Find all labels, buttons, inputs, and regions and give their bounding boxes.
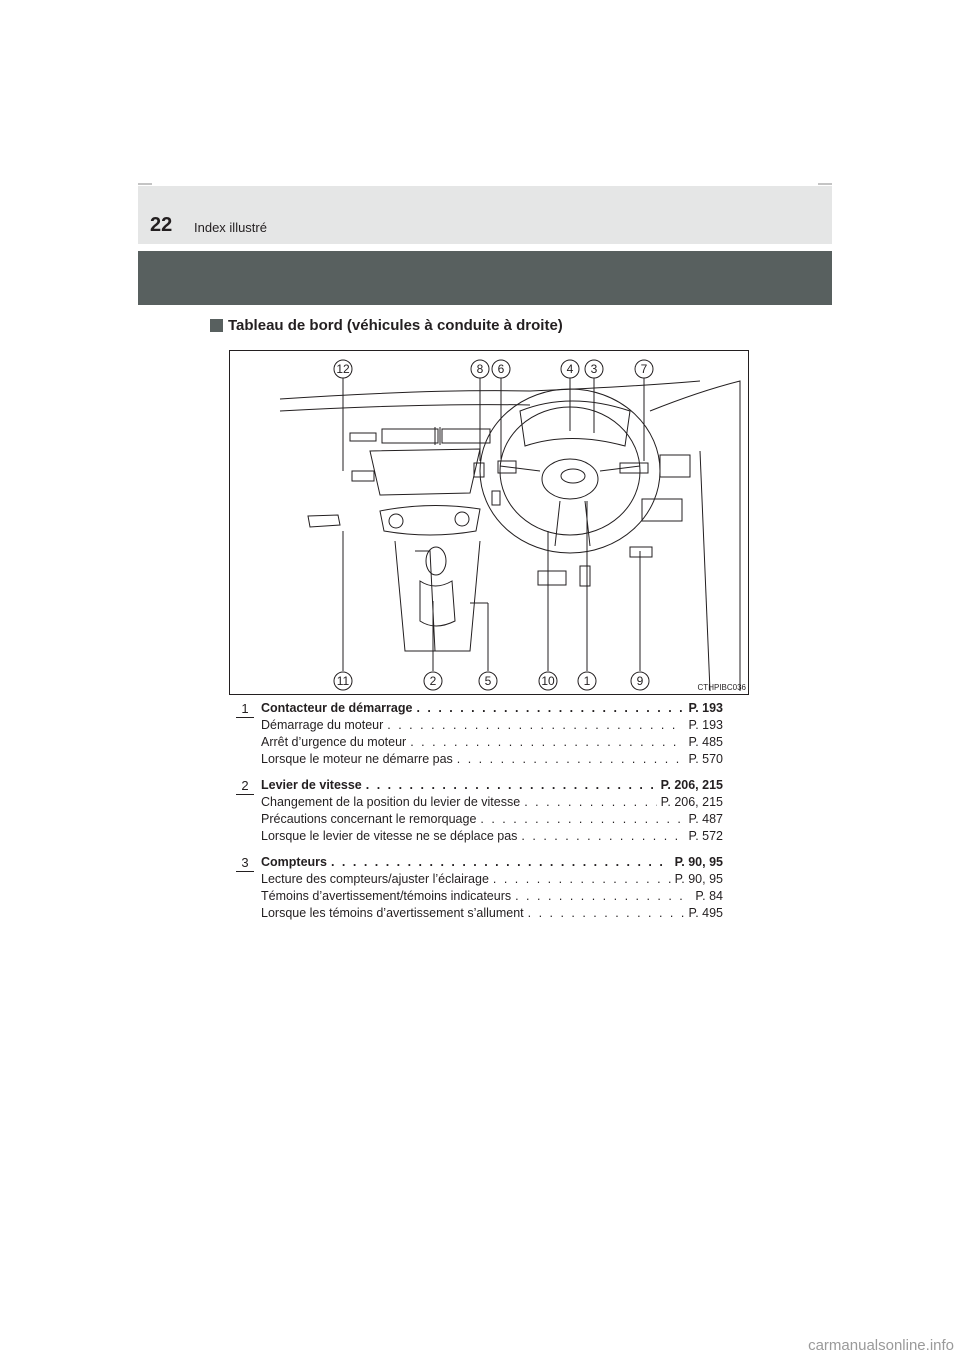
entry-item-label: Démarrage du moteur: [261, 718, 384, 732]
page-ref: P. 487: [688, 812, 723, 826]
callout-bottom-label: 9: [636, 674, 644, 688]
leader-dots: [521, 828, 684, 845]
entry-item-label: Lecture des compteurs/ajuster l’éclairage: [261, 872, 489, 886]
entry-title-row[interactable]: [261, 777, 723, 794]
leader-dots: [457, 751, 685, 768]
entry-item-row[interactable]: [261, 751, 723, 768]
entry-number: 1: [238, 701, 252, 716]
entry-item-row[interactable]: [261, 794, 723, 811]
callout-bottom-label: 10: [541, 674, 555, 688]
entry-item-label: Arrêt d’urgence du moteur: [261, 735, 407, 749]
entry-title: Compteurs: [261, 855, 327, 869]
leader-dots: [387, 717, 684, 734]
page-ref: P. 495: [688, 906, 723, 920]
leader-dots: [331, 854, 671, 871]
entry-number: 3: [238, 855, 252, 870]
index-entries: [238, 700, 728, 931]
callout-bottom-label: 11: [336, 674, 350, 688]
index-entry: [238, 777, 728, 845]
leader-dots: [480, 811, 684, 828]
page-ref: P. 206, 215: [660, 795, 723, 809]
page-ref: P. 193: [688, 718, 723, 732]
entry-item-row[interactable]: [261, 811, 723, 828]
leader-dots: [515, 888, 691, 905]
entry-item-row[interactable]: [261, 888, 723, 905]
leader-dots: [524, 794, 656, 811]
entry-item-row[interactable]: [261, 717, 723, 734]
leader-dots: [366, 777, 657, 794]
subsection-title: Tableau de bord (véhicules à conduite à droite): [228, 317, 563, 334]
callout-bottom-label: 2: [429, 674, 437, 688]
leader-dots: [410, 734, 684, 751]
callout-top-label: 4: [566, 362, 574, 376]
leader-dots: [528, 905, 685, 922]
dashboard-figure: [229, 350, 749, 695]
heading-square-icon: [210, 319, 223, 332]
header-band: [138, 251, 832, 305]
entry-number: 2: [238, 778, 252, 793]
leader-dots: [493, 871, 671, 888]
index-entry: [238, 854, 728, 922]
page-ref: P. 84: [695, 889, 723, 903]
entry-title-row[interactable]: [261, 700, 723, 717]
entry-item-label: Lorsque le moteur ne démarre pas: [261, 752, 453, 766]
callouts-top: [334, 360, 653, 378]
entry-item-row[interactable]: [261, 828, 723, 845]
callout-top-label: 6: [497, 362, 505, 376]
page-ref: P. 90, 95: [674, 855, 723, 869]
section-name: Index illustré: [194, 220, 267, 235]
watermark: carmanualsonline.info: [808, 1337, 954, 1354]
callout-bottom-label: 1: [583, 674, 591, 688]
callout-top-label: 12: [336, 362, 350, 376]
entry-item-row[interactable]: [261, 734, 723, 751]
subsection-heading: [210, 317, 563, 334]
callout-top-label: 3: [590, 362, 598, 376]
page-header: [138, 186, 832, 244]
figure-code: CTHPIBC036: [697, 683, 746, 692]
page-ref: P. 193: [688, 701, 723, 715]
entry-item-row[interactable]: [261, 871, 723, 888]
page-ref: P. 90, 95: [674, 872, 723, 886]
callouts-bottom: [334, 672, 649, 690]
callout-top-label: 7: [640, 362, 648, 376]
page-ref: P. 570: [688, 752, 723, 766]
page-ref: P. 572: [688, 829, 723, 843]
page-number: 22: [150, 214, 173, 236]
index-entry: [238, 700, 728, 768]
callout-top-label: 8: [476, 362, 484, 376]
entry-item-label: Lorsque les témoins d’avertissement s’allument: [261, 906, 524, 920]
entry-item-row[interactable]: [261, 905, 723, 922]
entry-item-label: Témoins d’avertissement/témoins indicateurs: [261, 889, 512, 903]
entry-title: Levier de vitesse: [261, 778, 362, 792]
page-ref: P. 485: [688, 735, 723, 749]
page-ref: P. 206, 215: [660, 778, 723, 792]
entry-title-row[interactable]: [261, 854, 723, 871]
callout-bottom-label: 5: [484, 674, 492, 688]
entry-item-label: Lorsque le levier de vitesse ne se déplace pas: [261, 829, 518, 843]
entry-item-label: Changement de la position du levier de vitesse: [261, 795, 521, 809]
dashboard-illustration: [230, 351, 750, 696]
leader-dots: [416, 700, 684, 717]
entry-title: Contacteur de démarrage: [261, 701, 413, 715]
entry-item-label: Précautions concernant le remorquage: [261, 812, 477, 826]
